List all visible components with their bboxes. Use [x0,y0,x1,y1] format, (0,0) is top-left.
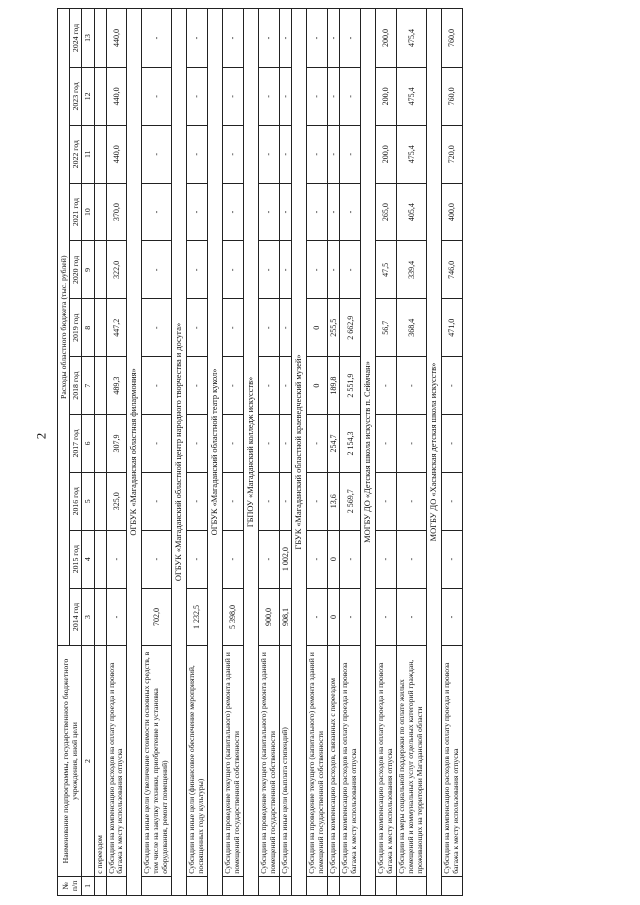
value-cell [94,530,106,588]
header-year: 2022 год [70,125,82,183]
value-cell: - [142,9,172,68]
value-cell: - [397,472,427,530]
value-cell: - [258,299,279,357]
row-name: Субсидии на компенсацию расходов на оплату проезда и провоза багажа к месту использования отпуска [340,646,361,876]
value-cell: 720,0 [441,125,462,183]
table-row [222,9,243,896]
value-cell: 702,0 [142,588,172,646]
row-number-cell [376,876,397,895]
table-row [397,9,427,896]
value-cell: - [222,415,243,473]
column-number: 8 [82,299,94,357]
value-cell: 0 [306,299,327,357]
column-number: 9 [82,241,94,299]
value-cell: - [187,183,208,241]
value-cell: - [258,241,279,299]
table-row [187,9,208,896]
header-year: 2024 год [70,9,82,68]
value-cell: - [327,9,339,68]
value-cell: - [106,530,127,588]
value-cell: 47,5 [376,241,397,299]
table-row [441,9,462,896]
value-cell: - [258,67,279,125]
row-number-cell [441,876,462,895]
header-row-numbers [82,9,94,896]
header-year: 2018 год [70,357,82,415]
row-name: Субсидии на иные цели (выплата стипендий) [279,646,291,876]
row-number-cell [306,876,327,895]
row-name: Субсидии на проведение текущего (капитального) ремонта зданий и помещений государственной собственности [306,646,327,876]
value-cell: - [222,125,243,183]
value-cell: - [441,472,462,530]
row-number-cell [397,876,427,895]
row-name: Субсидии на иные цели (финансовое обеспечение мероприятий, посвященных году культуры) [187,646,208,876]
value-cell: - [327,183,339,241]
value-cell: - [222,299,243,357]
value-cell: - [258,530,279,588]
value-cell: - [187,125,208,183]
table-row [142,9,172,896]
table-row [306,9,327,896]
value-cell: - [306,241,327,299]
value-cell: - [279,183,291,241]
section-row [172,9,187,896]
row-number-cell [327,876,339,895]
value-cell: - [258,125,279,183]
value-cell: 1 232,5 [187,588,208,646]
table-row [258,9,279,896]
section-title: МОГБУ ДО «Детская школа искусств п. Сеймчан» [361,9,376,896]
value-cell: 56,7 [376,299,397,357]
header-year: 2014 год [70,588,82,646]
value-cell: 908,1 [279,588,291,646]
value-cell: 339,4 [397,241,427,299]
value-cell: - [327,241,339,299]
value-cell: 322,0 [106,241,127,299]
value-cell: - [306,472,327,530]
value-cell: - [327,125,339,183]
value-cell: - [187,472,208,530]
table-header [58,9,95,896]
value-cell: - [187,241,208,299]
header-year: 2015 год [70,530,82,588]
value-cell: - [376,530,397,588]
table-row [106,9,127,896]
value-cell: - [222,530,243,588]
value-cell [94,241,106,299]
header-year: 2020 год [70,241,82,299]
value-cell [94,183,106,241]
value-cell: 760,0 [441,67,462,125]
row-name: Субсидии на проведение текущего (капитального) ремонта зданий и помещений государственной собственности [258,646,279,876]
section-row [243,9,258,896]
header-no: № п/п [58,876,82,895]
value-cell: - [222,67,243,125]
page-number: 2 [33,432,49,440]
table-row [94,9,106,896]
row-name: Субсидии на компенсацию расходов на оплату проезда и провоза багажа к месту использования отпуска [106,646,127,876]
row-number-cell [222,876,243,895]
value-cell: - [340,530,361,588]
rotated-table-container [57,8,617,896]
value-cell: - [222,241,243,299]
value-cell: - [340,9,361,68]
value-cell: - [397,588,427,646]
value-cell [94,67,106,125]
value-cell: - [376,588,397,646]
header-year: 2023 год [70,67,82,125]
value-cell: - [222,183,243,241]
value-cell: - [142,415,172,473]
value-cell: - [397,530,427,588]
row-name: Субсидии на компенсацию расходов на оплату проезда и провоза багажа к месту использования отпуска [376,646,397,876]
header-year: 2017 год [70,415,82,473]
header-year: 2019 год [70,299,82,357]
row-number-cell [94,876,106,895]
value-cell: - [279,67,291,125]
value-cell: 2 662,9 [340,299,361,357]
row-name: Субсидии на компенсацию расходов на оплату проезда и провоза багажа к месту использования отпуска [441,646,462,876]
value-cell: 2 154,3 [340,415,361,473]
header-name: Наименование подпрограммы, государственного бюджетного учреждения, иной цели [58,646,82,876]
value-cell: - [441,357,462,415]
value-cell: 475,4 [397,9,427,68]
value-cell: 475,4 [397,67,427,125]
table-row [376,9,397,896]
value-cell: 0 [306,357,327,415]
value-cell: - [142,241,172,299]
value-cell: 265,0 [376,183,397,241]
value-cell: 471,0 [441,299,462,357]
value-cell: - [306,530,327,588]
table-row [340,9,361,896]
value-cell: - [187,299,208,357]
value-cell: - [279,241,291,299]
value-cell: - [340,125,361,183]
value-cell: - [306,67,327,125]
section-title: ОГБУК «Магаданская областная филармония» [127,9,142,896]
value-cell: - [376,415,397,473]
value-cell: 325,0 [106,472,127,530]
value-cell: - [222,472,243,530]
value-cell: 440,0 [106,67,127,125]
value-cell: - [258,415,279,473]
value-cell: 760,0 [441,9,462,68]
column-number: 12 [82,67,94,125]
value-cell: - [187,9,208,68]
value-cell: 200,0 [376,125,397,183]
value-cell: - [279,415,291,473]
value-cell: 200,0 [376,67,397,125]
column-number: 13 [82,9,94,68]
value-cell: - [340,588,361,646]
value-cell: 475,4 [397,125,427,183]
value-cell: 370,0 [106,183,127,241]
value-cell: - [441,415,462,473]
value-cell: 0 [327,530,339,588]
value-cell: - [306,588,327,646]
section-row [292,9,307,896]
value-cell: - [306,183,327,241]
column-number: 4 [82,530,94,588]
value-cell: 447,2 [106,299,127,357]
header-expenses: Расходы областного бюджета (тыс. рублей) [58,9,70,646]
value-cell: - [258,183,279,241]
section-row [127,9,142,896]
header-row-1 [58,9,70,896]
value-cell: - [142,299,172,357]
row-name: Субсидии на меры социальной поддержки по оплате жилых помещений и коммунальных услуг отдельных категорий граждан, проживающих на территории Магаданской области [397,646,427,876]
value-cell: 405,4 [397,183,427,241]
section-row [361,9,376,896]
value-cell: - [441,530,462,588]
value-cell: - [142,183,172,241]
value-cell: - [279,299,291,357]
value-cell: - [142,530,172,588]
value-cell [94,125,106,183]
table-body [94,9,462,896]
value-cell [94,9,106,68]
value-cell: - [222,9,243,68]
section-title: ОГБУК «Магаданский областной центр народного творчества и досуга» [172,9,187,896]
column-number: 6 [82,415,94,473]
value-cell: - [306,125,327,183]
column-number: 11 [82,125,94,183]
section-title: МОГБУ ДО «Хасынская детская школа искусств» [426,9,441,896]
value-cell: - [187,530,208,588]
value-cell: 489,3 [106,357,127,415]
value-cell: 1 002,0 [279,530,291,588]
value-cell: - [258,357,279,415]
value-cell: - [340,241,361,299]
value-cell: - [279,9,291,68]
row-number-cell [106,876,127,895]
value-cell: - [376,472,397,530]
value-cell: 900,0 [258,588,279,646]
value-cell [94,357,106,415]
value-cell: - [258,9,279,68]
column-number: 5 [82,472,94,530]
value-cell: - [397,415,427,473]
value-cell: 746,0 [441,241,462,299]
expenses-table [57,8,463,896]
value-cell: 189,8 [327,357,339,415]
value-cell: - [340,183,361,241]
value-cell [94,299,106,357]
section-title: ГБПОУ «Магаданский колледж искусств» [243,9,258,896]
value-cell: - [142,67,172,125]
value-cell [94,415,106,473]
column-number: 2 [82,646,94,876]
row-name: Субсидии на проведение текущего (капитального) ремонта зданий и помещений государственной собственности [222,646,243,876]
value-cell: - [279,357,291,415]
value-cell: - [142,472,172,530]
row-number-cell [340,876,361,895]
value-cell: - [441,588,462,646]
value-cell: - [222,357,243,415]
value-cell: 2 569,7 [340,472,361,530]
row-name: с переездом [94,646,106,876]
column-number: 1 [82,876,94,895]
value-cell: - [279,125,291,183]
value-cell: - [279,472,291,530]
value-cell: 5 398,0 [222,588,243,646]
column-number: 10 [82,183,94,241]
row-name: Субсидии на компенсацию расходов, связанных с переездом [327,646,339,876]
row-number-cell [142,876,172,895]
section-row [208,9,223,896]
row-number-cell [187,876,208,895]
header-year: 2016 год [70,472,82,530]
value-cell: 440,0 [106,9,127,68]
header-year: 2021 год [70,183,82,241]
value-cell: 0 [327,588,339,646]
value-cell: - [397,357,427,415]
column-number: 3 [82,588,94,646]
section-title: ГБУК «Магаданский областной краеведческий музей» [292,9,307,896]
value-cell: 13,6 [327,472,339,530]
value-cell: - [327,67,339,125]
value-cell: 400,0 [441,183,462,241]
table-row [327,9,339,896]
value-cell: - [142,125,172,183]
row-number-cell [258,876,279,895]
value-cell: 255,5 [327,299,339,357]
value-cell: 368,4 [397,299,427,357]
value-cell: - [306,415,327,473]
value-cell: - [106,588,127,646]
value-cell: 200,0 [376,9,397,68]
row-number-cell [279,876,291,895]
section-row [426,9,441,896]
value-cell: - [306,9,327,68]
value-cell: - [187,67,208,125]
column-number: 7 [82,357,94,415]
value-cell: 307,9 [106,415,127,473]
section-title: ОГБУК «Магаданский областной театр кукол» [208,9,223,896]
value-cell: - [376,357,397,415]
value-cell: - [340,67,361,125]
value-cell [94,588,106,646]
value-cell [94,472,106,530]
value-cell: - [258,472,279,530]
table-row [279,9,291,896]
value-cell: - [187,357,208,415]
value-cell: 254,7 [327,415,339,473]
value-cell: 2 551,9 [340,357,361,415]
row-name: Субсидии на иные цели (увеличение стоимости основных средств, в том числе на закупку техники, приобретение и установка оборудования, ремонт помещений) [142,646,172,876]
value-cell: - [187,415,208,473]
value-cell: 440,0 [106,125,127,183]
value-cell: - [142,357,172,415]
